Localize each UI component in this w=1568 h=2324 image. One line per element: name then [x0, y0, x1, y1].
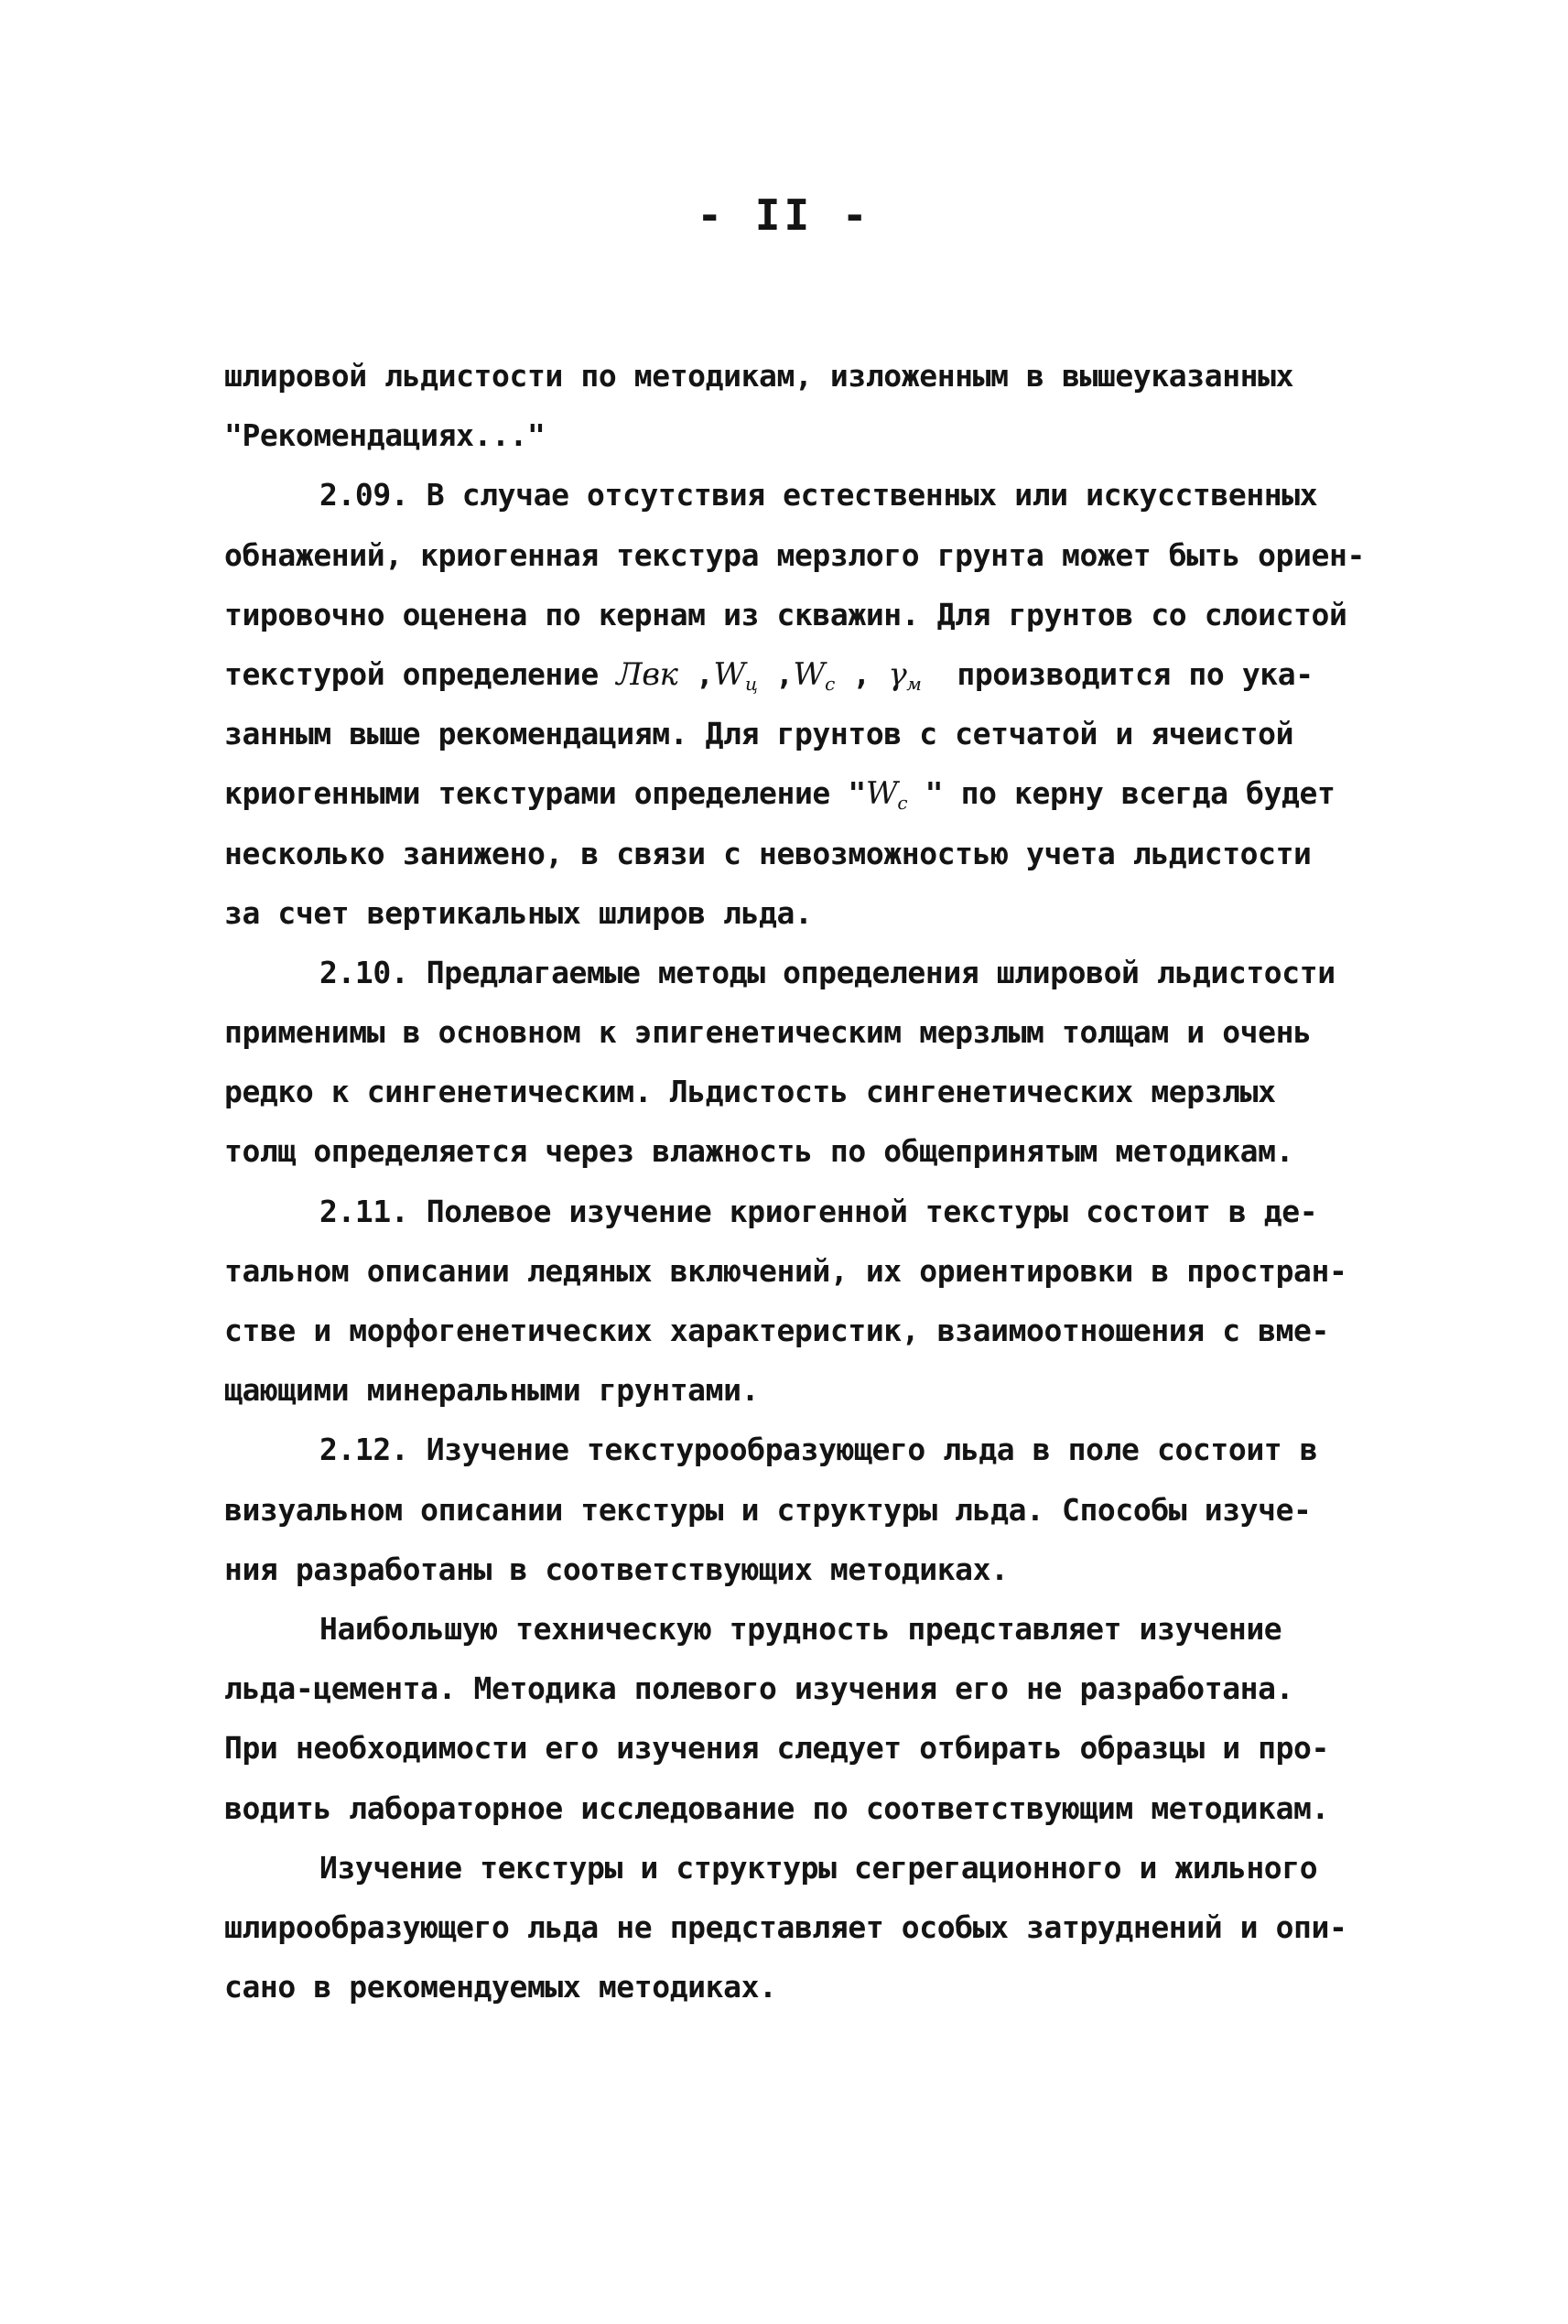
separator: ,	[834, 655, 889, 692]
text-line: применимы в основном к эпигенетическим мерзлым толщам и очень	[224, 1014, 1312, 1051]
page-number: - II -	[697, 190, 871, 240]
separator: ,	[677, 655, 714, 692]
text-line: толщ определяется через влажность по общепринятым методикам.	[224, 1133, 1294, 1170]
text-line: шлирообразующего льда не представляет особых затруднений и опи-	[224, 1908, 1347, 1945]
text-line: обнажений, криогенная текстура мерзлого грунта может быть ориен-	[224, 536, 1365, 573]
formula-wc	[714, 656, 758, 693]
formula-line	[224, 644, 1414, 704]
text-line: "Рекомендациях..."	[224, 417, 546, 454]
text-line: льда-цемента. Методика полевого изучения его не разработана.	[224, 1670, 1294, 1707]
text-line: шлировой льдистости по методикам, изложенным в вышеуказанных	[224, 358, 1294, 394]
paragraph-2-09-line: 2.09. В случае отсутствия естественных или искусственных	[319, 477, 1318, 513]
text-line: редко к сингенетическим. Льдистость сингенетических мерзлых	[224, 1074, 1276, 1110]
formula-ws	[794, 656, 835, 693]
text-fragment: производится по ука-	[921, 655, 1314, 692]
formula-line	[224, 763, 1414, 823]
text-line: водить лабораторное исследование по соответствующим методикам.	[224, 1789, 1329, 1826]
formula-symbol: W	[865, 775, 898, 813]
formula-subscript: с	[825, 672, 835, 695]
paragraph-2-10-line: 2.10. Предлагаемые методы определения шлировой льдистости	[319, 954, 1336, 990]
text-line: тальном описании ледяных включений, их ориентировки в простран-	[224, 1252, 1347, 1289]
formula-gamma	[888, 656, 921, 693]
text-line: визуальном описании текстуры и структуры льда. Способы изуче-	[224, 1491, 1312, 1528]
formula-symbol: W	[713, 655, 746, 693]
text-fragment: криогенными текстурами определение "	[224, 775, 866, 812]
text-fragment: " по керну всегда будет	[907, 775, 1336, 812]
paragraph-2-12-line: 2.12. Изучение текстурообразующего льда в поле состоит в	[319, 1432, 1318, 1468]
formula-subscript: м	[906, 672, 922, 695]
formula-subscript: ц	[745, 672, 758, 695]
text-line: сано в рекомендуемых методиках.	[224, 1969, 777, 2005]
text-line: несколько занижено, в связи с невозможностью учета льдистости	[224, 835, 1312, 871]
text-line: занным выше рекомендациям. Для грунтов с сетчатой и ячеистой	[224, 716, 1294, 752]
text-line: тировочно оценена по кернам из скважин. Для грунтов со слоистой	[224, 596, 1347, 632]
formula-symbol: γ	[888, 655, 907, 693]
text-line: за счет вертикальных шлиров льда.	[224, 894, 813, 931]
document-body	[224, 346, 1414, 2016]
text-line: При необходимости его изучения следует отбирать образцы и про-	[224, 1730, 1329, 1767]
text-line: стве и морфогенетических характеристик, взаимоотношения с вме-	[224, 1313, 1329, 1348]
formula-ws	[865, 775, 908, 815]
paragraph-ice-cement-line: Наибольшую техническую трудность представляет изучение	[319, 1610, 1282, 1647]
separator: ,	[757, 655, 794, 692]
formula-subscript: с	[897, 792, 908, 815]
formula-symbol: W	[793, 655, 826, 693]
text-fragment: текстурой определение	[224, 655, 617, 692]
paragraph-segregation-line: Изучение текстуры и структуры сегрегационного и жильного	[319, 1849, 1318, 1886]
text-line: ния разработаны в соответствующих методиках.	[224, 1551, 1009, 1587]
paragraph-2-11-line: 2.11. Полевое изучение криогенной текстуры состоит в де-	[319, 1193, 1318, 1229]
text-line: щающими минеральными грунтами.	[224, 1372, 760, 1409]
formula-lvk: Лвк	[616, 655, 678, 693]
